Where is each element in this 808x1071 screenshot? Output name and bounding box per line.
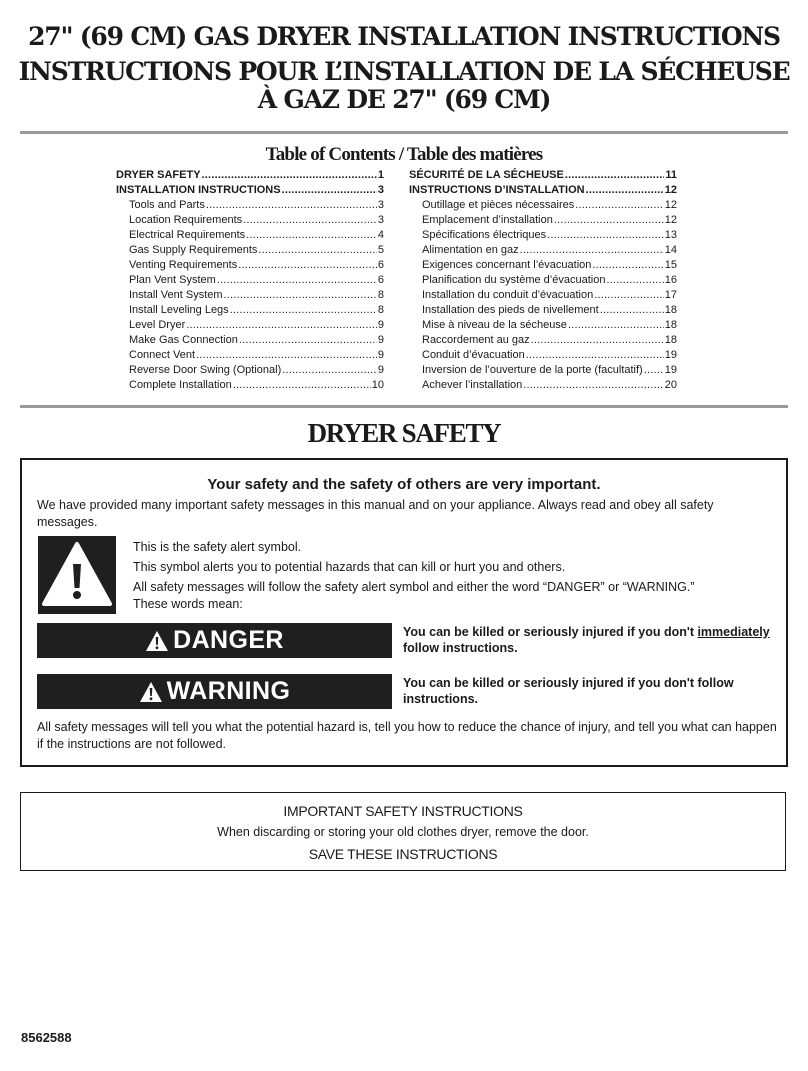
alert-triangle-icon [145,630,169,652]
toc-page: 4 [377,229,384,241]
toc-page: 9 [377,319,384,331]
toc-label: Tools and Parts [129,199,205,211]
toc-entry[interactable] [116,183,384,198]
toc-label: Install Vent System [129,289,223,301]
toc-page: 9 [377,349,384,361]
divider-middle [20,405,788,408]
toc-page: 9 [377,334,384,346]
danger-text: You can be killed or seriously injured if you don't [403,625,698,639]
toc-french-column [409,168,677,393]
alert-explanation [133,539,753,616]
toc-page: 19 [664,364,677,376]
alert-line: This is the safety alert symbol. [133,540,302,554]
title-line-2: INSTRUCTIONS POUR L’INSTALLATION DE LA SÉCHEUSE [18,57,790,86]
danger-emphasis: immediately [697,625,770,639]
toc-label: Gas Supply Requirements [129,244,258,256]
toc-label: Spécifications électriques [422,229,547,241]
safety-alert-icon [38,536,116,614]
toc-entry[interactable] [116,348,384,363]
toc-page: 3 [377,184,384,196]
danger-word: DANGER [173,626,284,654]
safety-intro: We have provided many important safety messages in this manual and on your appliance. Always read and obey all safety messages. [37,498,714,529]
toc-label: Planification du système d’évacuation [422,274,606,286]
toc-label: Installation du conduit d’évacuation [422,289,594,301]
toc-entry[interactable] [116,333,384,348]
toc-label: Location Requirements [129,214,243,226]
toc-page: 18 [664,319,677,331]
toc-label: Reverse Door Swing (Optional) [129,364,282,376]
toc-entry[interactable] [409,318,677,333]
divider-top [20,131,788,134]
toc-heading: Table of Contents / Table des matières [265,144,543,165]
toc-page: 14 [664,244,677,256]
toc-page: 8 [377,304,384,316]
warning-text: You can be killed or seriously injured if you don't follow [403,676,734,690]
toc-entry[interactable] [116,378,384,393]
toc-label: Level Dryer [129,319,186,331]
danger-label [37,623,392,658]
toc-label: Plan Vent System [129,274,216,286]
danger-text: follow instructions. [403,641,518,655]
toc-entry[interactable] [409,363,677,378]
toc-entry[interactable] [409,258,677,273]
toc-label: INSTALLATION INSTRUCTIONS [116,184,281,196]
toc-page: 19 [664,349,677,361]
toc-entry[interactable] [409,288,677,303]
toc-label: Install Leveling Legs [129,304,229,316]
toc-entry[interactable] [116,363,384,378]
toc-page: 6 [377,274,384,286]
alert-line: All safety messages will follow the safety alert symbol and either the word “DANGER” or “WARNING.” [133,580,695,594]
toc-page: 20 [664,379,677,391]
toc-page: 15 [664,259,677,271]
toc-page: 3 [377,199,384,211]
toc-entry[interactable] [116,213,384,228]
title-line-1: 27" (69 CM) GAS DRYER INSTALLATION INSTRUCTIONS [28,22,780,51]
toc-entry[interactable] [409,333,677,348]
important-title: IMPORTANT SAFETY INSTRUCTIONS [283,803,523,819]
toc-label: Emplacement d’installation [422,214,553,226]
toc-label: INSTRUCTIONS D’INSTALLATION [409,184,585,196]
toc-entry[interactable] [116,273,384,288]
toc-entry[interactable] [409,198,677,213]
toc-label: Conduit d’évacuation [422,349,525,361]
toc-entry[interactable] [116,288,384,303]
toc-page: 12 [664,214,677,226]
toc-entry[interactable] [116,228,384,243]
toc-page: 8 [377,289,384,301]
toc-label: Achever l’installation [422,379,523,391]
toc-entry[interactable] [409,228,677,243]
toc-page: 1 [377,169,384,181]
toc-label: SÉCURITÉ DE LA SÉCHEUSE [409,169,564,181]
toc-label: Venting Requirements [129,259,238,271]
toc-entry[interactable] [409,183,677,198]
warning-word: WARNING [166,677,291,705]
toc-label: Connect Vent [129,349,196,361]
toc-page: 12 [664,184,677,196]
toc-page: 17 [664,289,677,301]
safety-outro: All safety messages will tell you what the potential hazard is, tell you how to reduce the chance of injury, and tell you what can happen if the instructions are not followed. [37,720,777,751]
important-body: When discarding or storing your old clothes dryer, remove the door. [217,825,589,839]
toc-label: DRYER SAFETY [116,169,201,181]
toc-label: Raccordement au gaz [422,334,530,346]
toc-label: Inversion de l’ouverture de la porte (facultatif) [422,364,643,376]
section-title: DRYER SAFETY [307,418,501,448]
toc-page: 10 [371,379,384,391]
danger-meaning [403,624,783,656]
toc-page: 16 [664,274,677,286]
toc-label: Exigences concernant l’évacuation [422,259,592,271]
toc-page: 9 [377,364,384,376]
toc-page: 13 [664,229,677,241]
important-instructions-box [20,792,786,871]
title-line-3: À GAZ DE 27" (69 CM) [257,85,551,114]
toc-page: 12 [664,199,677,211]
save-instructions: SAVE THESE INSTRUCTIONS [308,846,498,862]
toc-label: Electrical Requirements [129,229,246,241]
toc-entry[interactable] [409,213,677,228]
toc-label: Complete Installation [129,379,232,391]
toc-entry[interactable] [409,378,677,393]
toc-page: 3 [377,214,384,226]
toc-english-column [116,168,384,393]
alert-triangle-icon [139,681,163,703]
toc-label: Outillage et pièces nécessaires [422,199,575,211]
toc-label: Mise à niveau de la sécheuse [422,319,567,331]
toc-page: 11 [665,169,677,181]
alert-line: These words mean: [133,597,243,611]
toc-entry[interactable] [116,243,384,258]
toc-label: Alimentation en gaz [422,244,519,256]
toc-entry[interactable] [116,168,384,183]
toc-page: 18 [664,334,677,346]
toc-entry[interactable] [116,318,384,333]
toc-entry[interactable] [116,258,384,273]
alert-line: This symbol alerts you to potential hazards that can kill or hurt you and others. [133,560,566,574]
safety-heading: Your safety and the safety of others are very important. [207,476,601,493]
toc-entry[interactable] [409,348,677,363]
safety-box [20,458,788,767]
toc-entry[interactable] [409,243,677,258]
toc-page: 18 [664,304,677,316]
toc-page: 5 [377,244,384,256]
toc-label: Make Gas Connection [129,334,238,346]
toc-entry[interactable] [116,198,384,213]
toc-entry[interactable] [116,303,384,318]
toc-page: 6 [377,259,384,271]
toc-entry[interactable] [409,273,677,288]
toc-entry[interactable] [409,168,677,183]
toc-entry[interactable] [409,303,677,318]
warning-text: instructions. [403,692,479,706]
warning-label [37,674,392,709]
document-number: 8562588 [21,1030,72,1045]
warning-meaning [403,675,783,707]
toc-label: Installation des pieds de nivellement [422,304,599,316]
